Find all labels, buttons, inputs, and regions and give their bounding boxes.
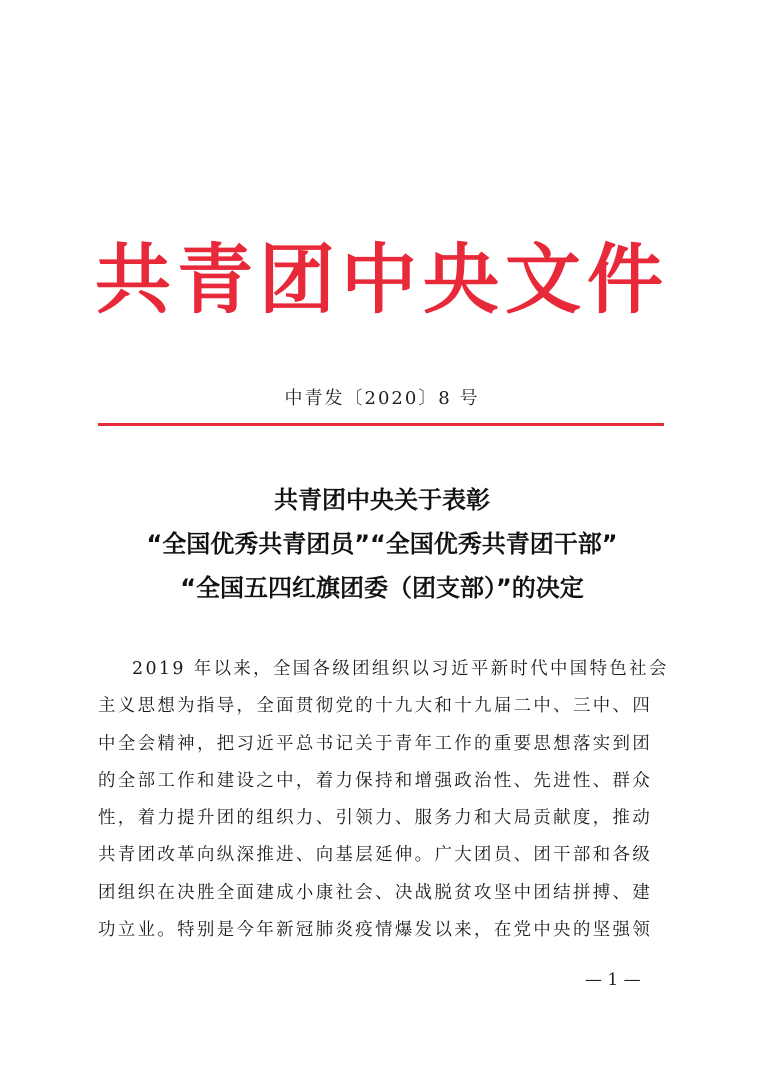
decision-title [60, 478, 704, 610]
body-line: 共青团改革向纵深推进、向基层延伸。广大团员、团干部和各级 [98, 845, 653, 866]
body-line: 2019 年以来，全国各级团组织以习近平新时代中国特色社会 [132, 659, 669, 679]
body-line: 功立业。特别是今年新冠肺炎疫情爆发以来，在党中央的坚强领 [98, 920, 653, 941]
body-line: 性，着力提升团的组织力、引领力、服务力和大局贡献度，推动 [98, 808, 653, 829]
title-line: “全国优秀共青团员”“全国优秀共青团干部” [146, 530, 618, 558]
body-line: 中全会精神，把习近平总书记关于青年工作的重要思想落实到团 [98, 733, 653, 754]
body-line: 的全部工作和建设之中，着力保持和增强政治性、先进性、群众 [98, 770, 653, 791]
page-number: — 1 — [585, 970, 641, 990]
body-line: 主义思想为指导，全面贯彻党的十九大和十九届二中、三中、四 [98, 696, 653, 717]
title-line: “全国五四红旗团委（团支部）”的决定 [180, 574, 584, 602]
red-divider [98, 423, 664, 426]
title-line: 共青团中央关于表彰 [274, 486, 490, 514]
body-line: 团组织在决胜全面建成小康社会、决战脱贫攻坚中团结拼搏、建 [98, 882, 653, 903]
body-paragraph [98, 651, 669, 949]
document-number: 中青发〔2020〕8 号 [284, 388, 480, 409]
masthead-title: 共青团中央文件 [95, 235, 669, 324]
